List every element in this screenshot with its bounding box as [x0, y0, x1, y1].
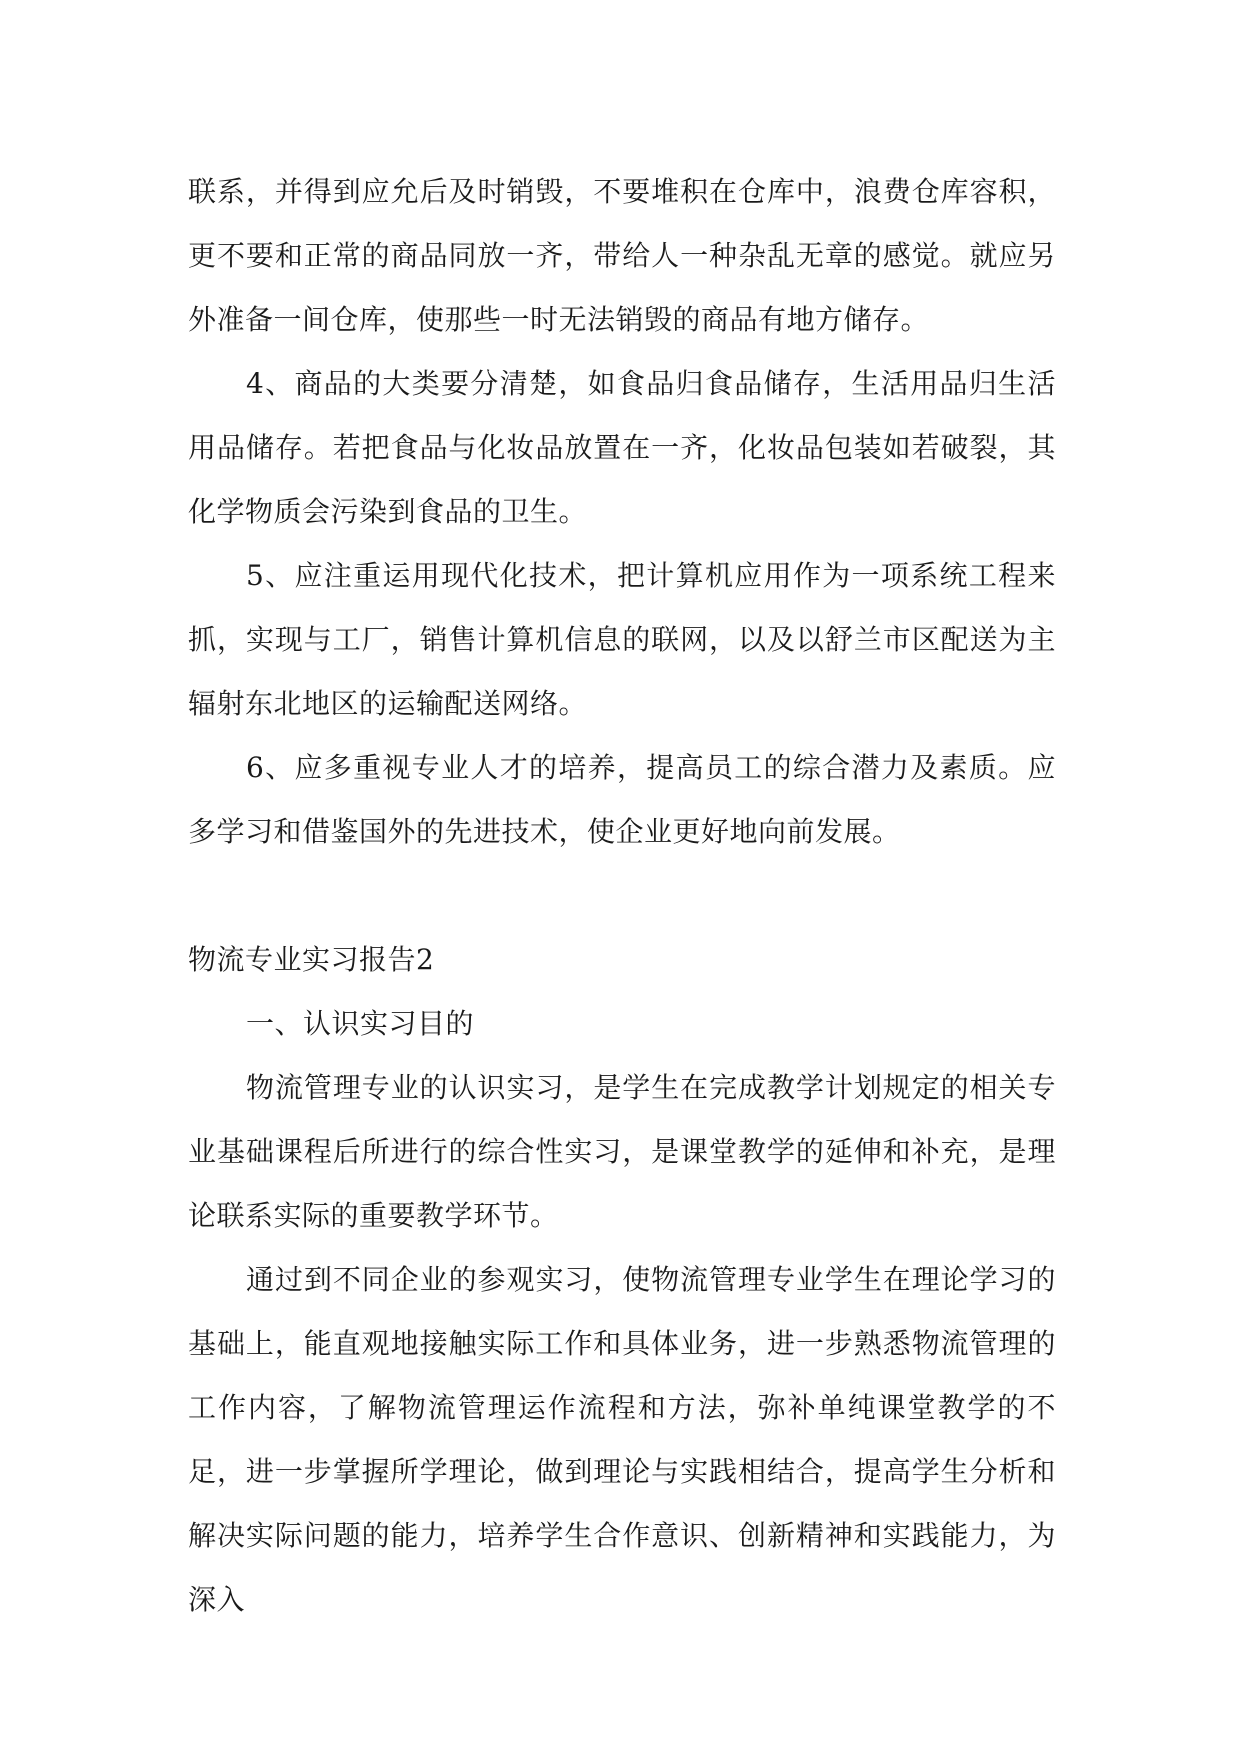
paragraph-purpose-detail: 通过到不同企业的参观实习，使物流管理专业学生在理论学习的基础上，能直观地接触实际工作和具体业务，进一步熟悉物流管理的工作内容，了解物流管理运作流程和方法，弥补单纯课堂教学的不足，进一步掌握所学理论，做到理论与实践相结合，提高学生分析和解决实际问题的能力，培养学生合作意识、创新精神和实践能力，为深入 [188, 1263, 1056, 1616]
paragraph-item-4: 4、商品的大类要分清楚，如食品归食品储存，生活用品归生活用品储存。若把食品与化妆品放置在一齐，化妆品包装如若破裂，其化学物质会污染到食品的卫生。 [188, 367, 1056, 528]
subheading-purpose: 一、认识实习目的 [246, 1007, 475, 1040]
document-page [188, 160, 1056, 1632]
paragraph-item-6: 6、应多重视专业人才的培养，提高员工的综合潜力及素质。应多学习和借鉴国外的先进技术，使企业更好地向前发展。 [188, 751, 1056, 848]
paragraph-item-5: 5、应注重运用现代化技术，把计算机应用作为一项系统工程来抓，实现与工厂，销售计算机信息的联网，以及以舒兰市区配送为主辐射东北地区的运输配送网络。 [188, 559, 1056, 720]
paragraph-purpose-intro: 物流管理专业的认识实习，是学生在完成教学计划规定的相关专业基础课程后所进行的综合性实习，是课堂教学的延伸和补充，是理论联系实际的重要教学环节。 [188, 1071, 1056, 1232]
section-title: 物流专业实习报告2 [188, 943, 435, 976]
paragraph-continuation: 联系，并得到应允后及时销毁，不要堆积在仓库中，浪费仓库容积，更不要和正常的商品同放一齐，带给人一种杂乱无章的感觉。就应另外准备一间仓库，使那些一时无法销毁的商品有地方储存。 [188, 175, 1056, 336]
